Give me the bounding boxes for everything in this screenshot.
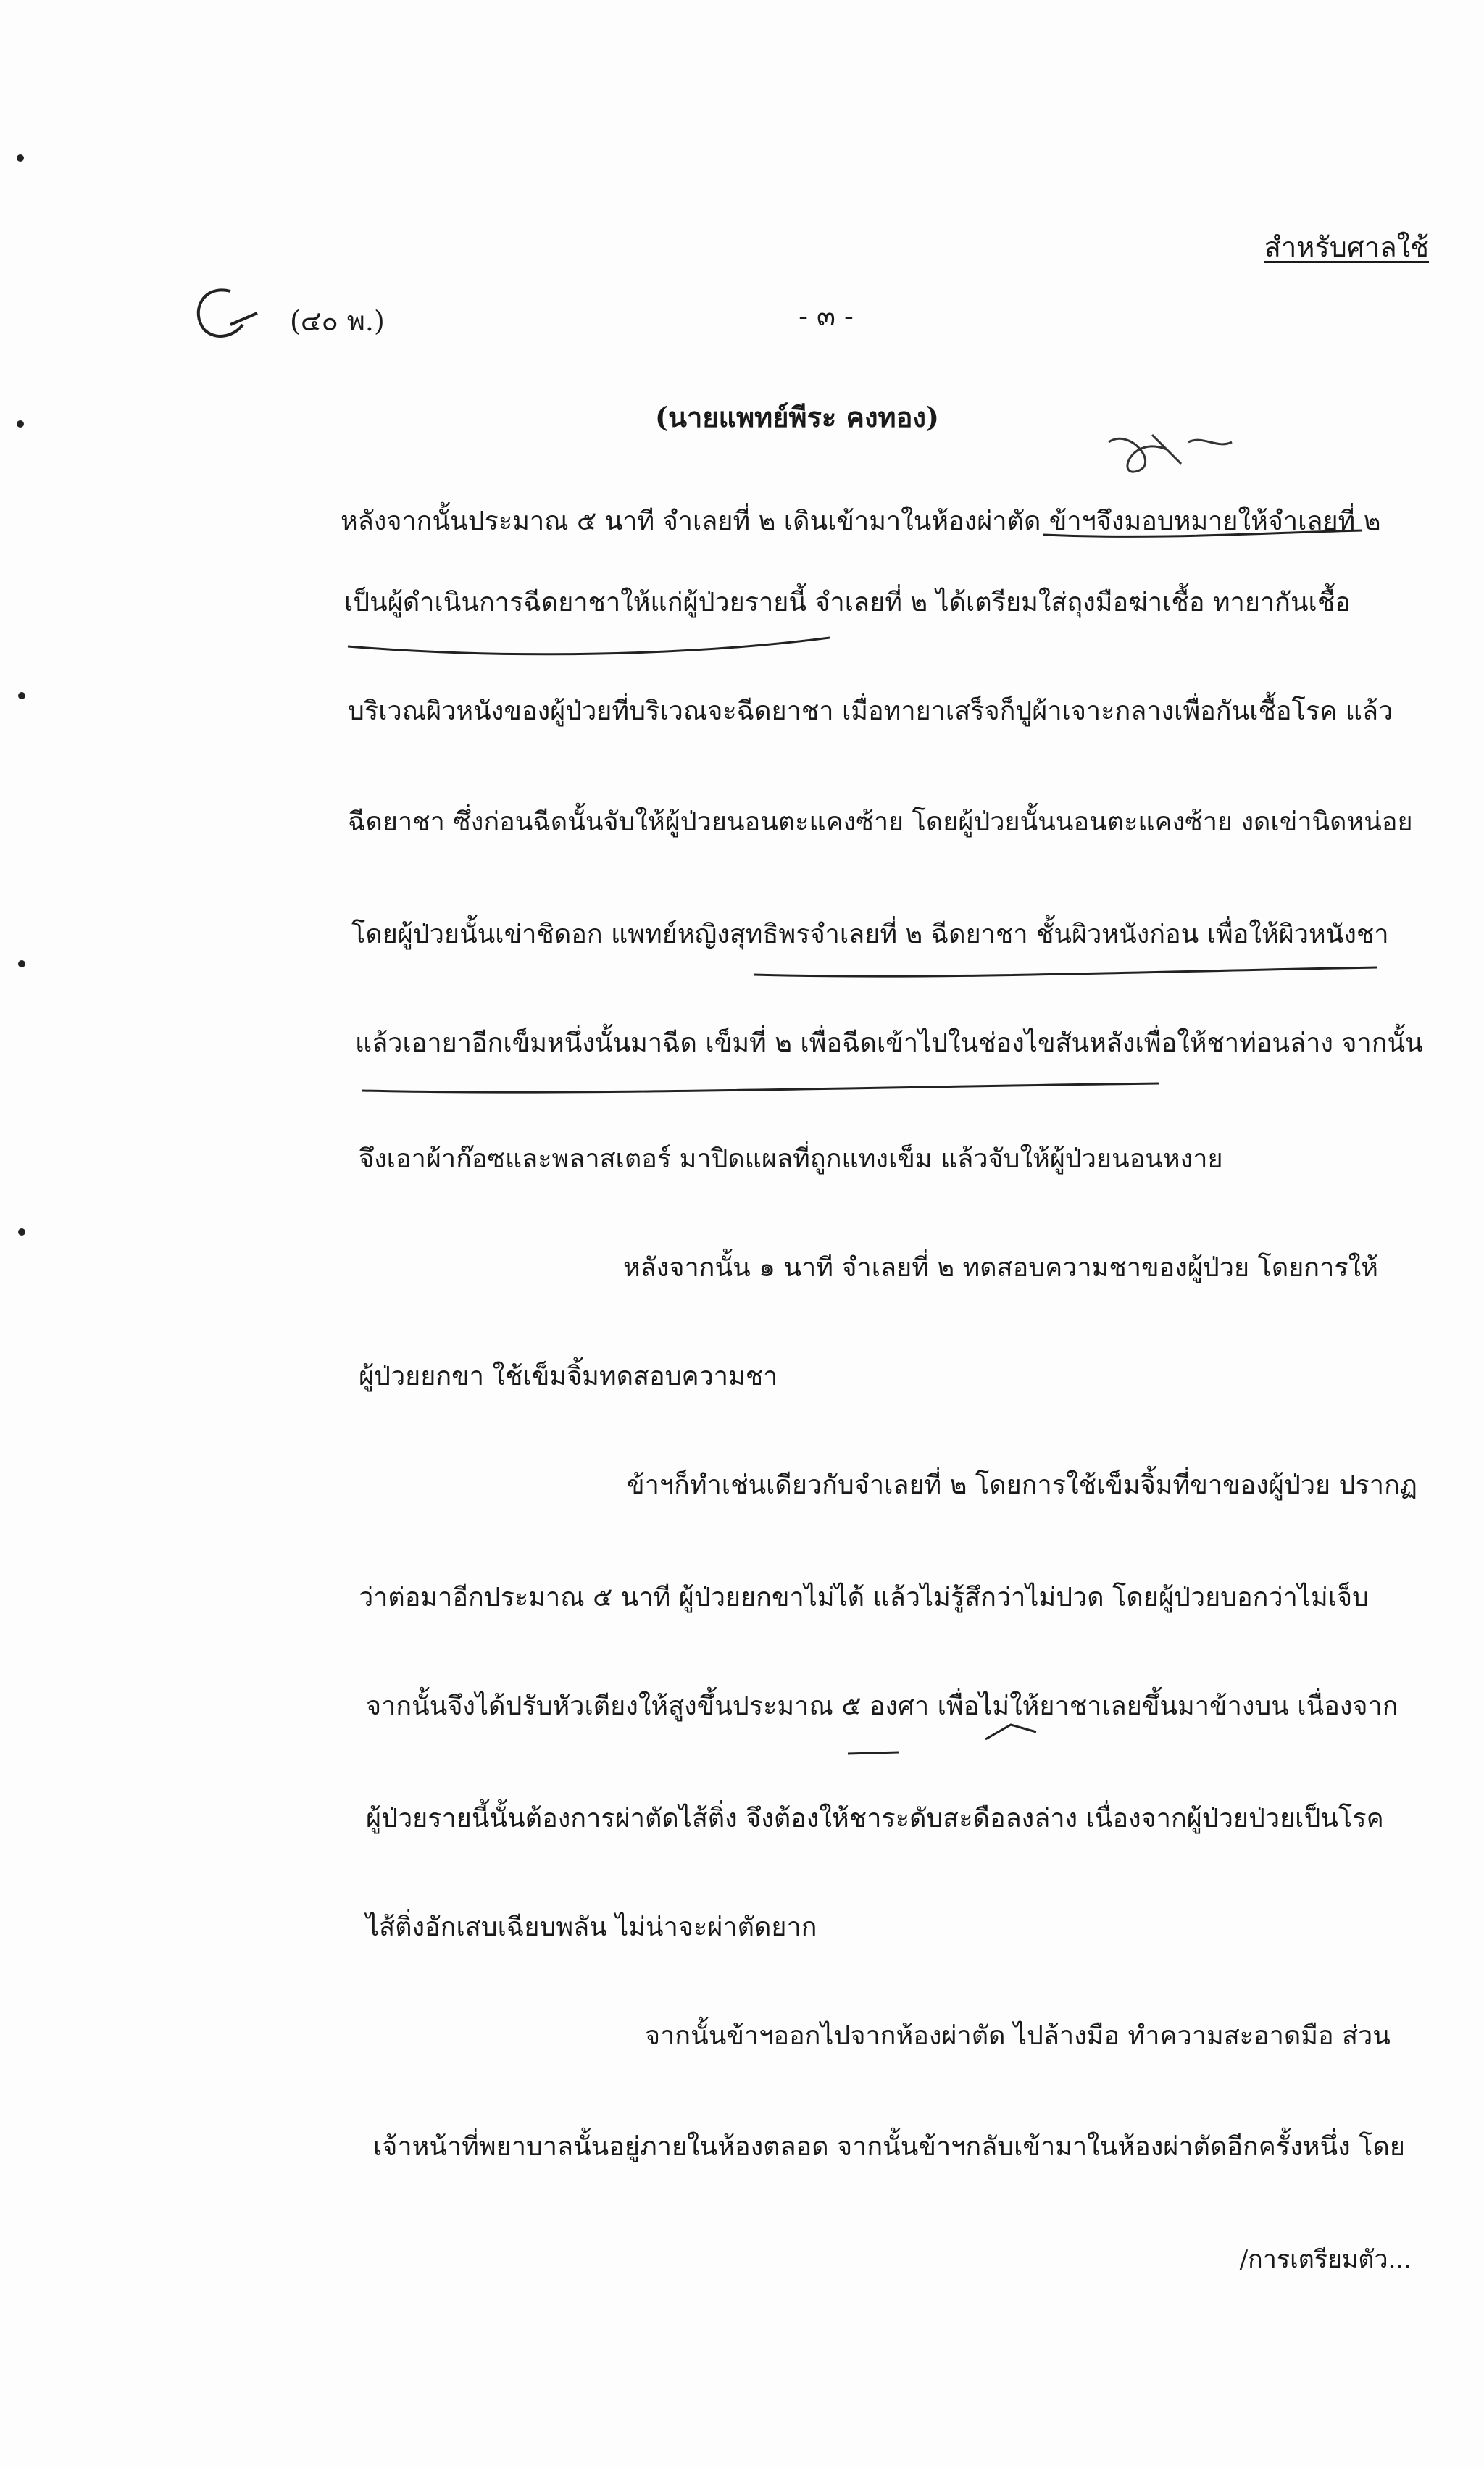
margin-dot xyxy=(18,692,25,699)
body-line: ว่าต่อมาอีกประมาณ ๕ นาที ผู้ป่วยยกขาไม่ได้ แล้วไม่รู้สึกว่าไม่ปวด โดยผู้ป่วยบอกว่าไม่เจ็บ xyxy=(359,1583,1369,1612)
body-line: จากนั้นข้าฯออกไปจากห้องผ่าตัด ไปล้างมือ ทำความสะอาดมือ ส่วน xyxy=(645,2021,1391,2051)
body-line: เป็นผู้ดำเนินการฉีดยาชาให้แก่ผู้ป่วยรายนี้ จำเลยที่ ๒ ได้เตรียมใส่ถุงมือฆ่าเชื้อ ทายากันเชื้อ xyxy=(344,588,1351,617)
margin-dot xyxy=(18,960,25,967)
margin-dot xyxy=(18,1228,25,1236)
body-line: เจ้าหน้าที่พยาบาลนั้นอยู่ภายในห้องตลอด จากนั้นข้าฯกลับเข้ามาในห้องผ่าตัดอีกครั้งหนึ่ง โดย xyxy=(373,2132,1405,2162)
underline-3 xyxy=(754,967,1377,976)
page-number: - ๓ - xyxy=(799,300,854,332)
continuation-marker: /การเตรียมตัว... xyxy=(1239,2245,1412,2274)
body-line: ผู้ป่วยรายนี้นั้นต้องการผ่าตัดไส้ติ่ง จึงต้องให้ชาระดับสะดือลงล่าง เนื่องจากผู้ป่วยป่วยเป็นโรค xyxy=(366,1804,1384,1833)
body-line: ผู้ป่วยยกขา ใช้เข็มจิ้มทดสอบความชา xyxy=(359,1362,778,1391)
body-line: จากนั้นจึงได้ปรับหัวเตียงให้สูงขึ้นประมาณ ๕ องศา เพื่อไม่ให้ยาชาเลยขึ้นมาข้างบน เนื่องจาก xyxy=(366,1691,1398,1721)
form-code: (๔๐ พ.) xyxy=(290,305,385,337)
body-line: บริเวณผิวหนังของผู้ป่วยที่บริเวณจะฉีดยาชา เมื่อทายาเสร็จก็ปูผ้าเจาะกลางเพื่อกันเชื้อโรค แล้ว xyxy=(348,696,1393,726)
body-line: แล้วเอายาอีกเข็มหนึ่งนั้นมาฉีด เข็มที่ ๒ เพื่อฉีดเข้าไปในช่องไขสันหลังเพื่อให้ชาท่อนล่าง จากนั้น xyxy=(355,1028,1423,1058)
stroke-mark xyxy=(848,1752,899,1754)
margin-dot xyxy=(17,154,24,162)
body-line: จึงเอาผ้าก๊อซและพลาสเตอร์ มาปิดแผลที่ถูกแทงเข็ม แล้วจับให้ผู้ป่วยนอนหงาย xyxy=(359,1144,1223,1174)
body-line: หลังจากนั้น ๑ นาที จำเลยที่ ๒ ทดสอบความชาของผู้ป่วย โดยการให้ xyxy=(623,1253,1378,1283)
body-line: หลังจากนั้นประมาณ ๕ นาที จำเลยที่ ๒ เดินเข้ามาในห้องผ่าตัด ข้าฯจึงมอบหมายให้จำเลยที่ ๒ xyxy=(341,507,1381,536)
underline-2 xyxy=(348,638,830,654)
body-line: ข้าฯก็ทำเช่นเดียวกับจำเลยที่ ๒ โดยการใช้เข็มจิ้มที่ขาของผู้ป่วย ปรากฏ xyxy=(627,1470,1417,1500)
body-line: ไส้ติ่งอักเสบเฉียบพลัน ไม่น่าจะผ่าตัดยาก xyxy=(366,1912,817,1942)
check-mark xyxy=(985,1725,1036,1739)
body-line: ฉีดยาชา ซึ่งก่อนฉีดนั้นจับให้ผู้ป่วยนอนตะแคงซ้าย โดยผู้ป่วยนั้นนอนตะแคงซ้าย งดเข่านิดหน่อย xyxy=(348,807,1413,837)
body-line: โดยผู้ป่วยนั้นเข่าชิดอก แพทย์หญิงสุทธิพรจำเลยที่ ๒ ฉีดยาชา ชั้นผิวหนังก่อน เพื่อให้ผิวหนังชา xyxy=(351,920,1389,949)
witness-name: (นายแพทย์พีระ คงทอง) xyxy=(655,401,939,433)
underline-4 xyxy=(362,1083,1159,1092)
court-use-label: สำหรับศาลใช้ xyxy=(1264,231,1429,263)
handwritten-scribble-top xyxy=(1109,435,1232,472)
